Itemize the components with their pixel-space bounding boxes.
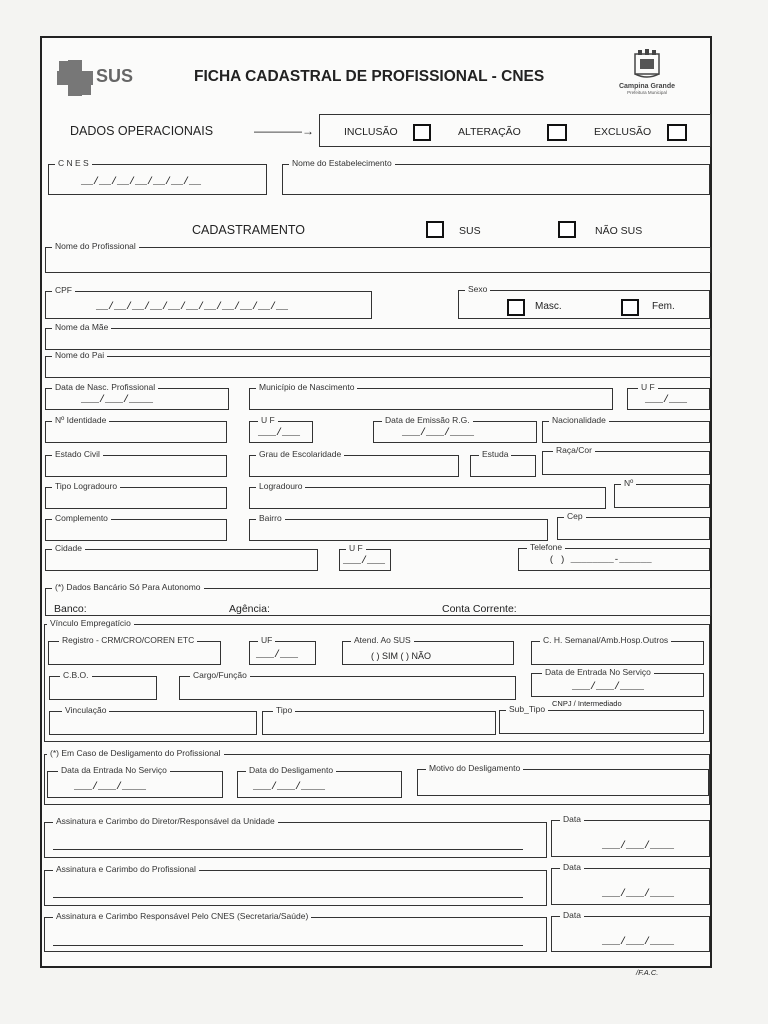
bank-data-field bbox=[45, 582, 711, 616]
city-field[interactable] bbox=[45, 543, 318, 571]
type-field[interactable] bbox=[262, 705, 496, 735]
cpf-field[interactable] bbox=[45, 285, 372, 319]
dismissal-entry-date-value: ___/___/____ bbox=[74, 782, 147, 793]
operational-title: DADOS OPERACIONAIS bbox=[70, 124, 214, 138]
id-number-label: Nº Identidade bbox=[52, 415, 109, 425]
birth-date-field[interactable] bbox=[45, 382, 229, 410]
cnes-label: C N E S bbox=[55, 158, 92, 168]
race-label: Raça/Cor bbox=[553, 445, 595, 455]
birth-city-label: Município de Nascimento bbox=[256, 382, 357, 392]
birth-date-label: Data de Nasc. Profissional bbox=[52, 382, 158, 392]
type-label: Tipo bbox=[273, 705, 295, 715]
id-uf-value: ___/___ bbox=[258, 428, 301, 439]
nationality-label: Nacionalidade bbox=[549, 415, 609, 425]
nao-sus-checkbox[interactable] bbox=[558, 221, 576, 238]
education-label: Grau de Escolaridade bbox=[256, 449, 344, 459]
professional-signature-line bbox=[53, 897, 523, 898]
sex-label: Sexo bbox=[465, 284, 490, 294]
sus-service-field[interactable] bbox=[342, 635, 514, 665]
phone-value: ( ) ________-______ bbox=[549, 555, 652, 565]
employment-uf-label: UF bbox=[258, 635, 275, 645]
cnes-responsible-signature-field[interactable] bbox=[44, 911, 547, 952]
account-label[interactable]: Conta Corrente: bbox=[442, 603, 517, 615]
director-date-label: Data bbox=[560, 814, 584, 824]
marital-status-field[interactable] bbox=[45, 449, 227, 477]
phone-label: Telefone bbox=[527, 542, 565, 552]
birth-uf-value: ___/___ bbox=[645, 395, 688, 406]
professional-signature-label: Assinatura e Carimbo do Profissional bbox=[53, 864, 199, 874]
city-label: Cidade bbox=[52, 543, 85, 553]
id-number-field[interactable] bbox=[45, 415, 227, 443]
form-code: /F.A.C. bbox=[636, 968, 659, 977]
crest-subtitle: Prefeitura Municipal bbox=[627, 90, 667, 95]
dismissal-entry-date-label: Data da Entrada No Serviço bbox=[58, 765, 170, 775]
crest-name: Campina Grande bbox=[618, 83, 675, 90]
alteration-label: ALTERAÇÃO bbox=[458, 126, 521, 138]
cep-field[interactable] bbox=[557, 511, 710, 540]
inclusion-checkbox[interactable] bbox=[413, 124, 431, 141]
page-title: FICHA CADASTRAL DE PROFISSIONAL - CNES bbox=[194, 68, 545, 85]
district-field[interactable] bbox=[249, 513, 548, 541]
complement-label: Complemento bbox=[52, 513, 111, 523]
cnes-value: __/__/__/__/__/__/__ bbox=[81, 177, 202, 188]
director-signature-field[interactable] bbox=[44, 816, 547, 858]
director-date-value: ___/___/____ bbox=[602, 841, 675, 852]
cnes-responsible-date-value: ___/___/____ bbox=[602, 937, 675, 948]
professional-name-field[interactable] bbox=[45, 241, 711, 273]
city-uf-field[interactable] bbox=[339, 543, 391, 571]
professional-date-value: ___/___/____ bbox=[602, 889, 675, 900]
birth-uf-field[interactable] bbox=[627, 382, 710, 410]
street-field[interactable] bbox=[249, 481, 606, 509]
rg-date-label: Data de Emissão R.G. bbox=[382, 415, 473, 425]
subtype-field[interactable] bbox=[499, 704, 704, 734]
weekly-hours-label: C. H. Semanal/Amb.Hosp.Outros bbox=[540, 635, 671, 645]
masc-checkbox[interactable] bbox=[507, 299, 525, 316]
registry-field[interactable] bbox=[48, 635, 221, 665]
entry-date-field[interactable] bbox=[531, 667, 704, 697]
professional-name-label: Nome do Profissional bbox=[52, 241, 139, 251]
weekly-hours-field[interactable] bbox=[531, 635, 704, 665]
race-field[interactable] bbox=[542, 445, 710, 475]
marital-status-label: Estado Civil bbox=[52, 449, 103, 459]
sus-service-options[interactable]: ( ) SIM ( ) NÃO bbox=[371, 651, 431, 661]
birth-city-field[interactable] bbox=[249, 382, 613, 410]
professional-date-field[interactable] bbox=[551, 862, 710, 905]
id-uf-field[interactable] bbox=[249, 415, 313, 443]
fem-label: Fem. bbox=[652, 301, 675, 312]
district-label: Bairro bbox=[256, 513, 285, 523]
rg-date-field[interactable] bbox=[373, 415, 537, 443]
inclusion-label: INCLUSÃO bbox=[344, 126, 398, 138]
sus-checkbox[interactable] bbox=[426, 221, 444, 238]
professional-signature-field[interactable] bbox=[44, 864, 547, 906]
cep-label: Cep bbox=[564, 511, 586, 521]
form-sheet bbox=[40, 36, 712, 968]
rg-date-value: ___/___/____ bbox=[402, 428, 475, 439]
bond-label: Vinculação bbox=[62, 705, 109, 715]
role-label: Cargo/Função bbox=[190, 670, 250, 680]
subtype-label: Sub_Tipo bbox=[506, 704, 548, 714]
professional-date-label: Data bbox=[560, 862, 584, 872]
education-field[interactable] bbox=[249, 449, 459, 477]
sus-service-label: Atend. Ao SUS bbox=[351, 635, 414, 645]
dismissal-reason-field[interactable] bbox=[417, 763, 709, 796]
exclusion-label: EXCLUSÃO bbox=[594, 126, 652, 138]
street-type-label: Tipo Logradouro bbox=[52, 481, 120, 491]
dismissal-date-value: ___/___/____ bbox=[253, 782, 326, 793]
nationality-field[interactable] bbox=[542, 415, 710, 443]
cnes-responsible-date-field[interactable] bbox=[551, 910, 710, 952]
entry-date-label: Data de Entrada No Serviço bbox=[542, 667, 654, 677]
cnes-responsible-date-label: Data bbox=[560, 910, 584, 920]
sus-label: SUS bbox=[459, 225, 481, 237]
registration-title: CADASTRAMENTO bbox=[192, 223, 305, 237]
cpf-value: __/__/__/__/__/__/__/__/__/__/__ bbox=[96, 302, 289, 313]
complement-field[interactable] bbox=[45, 513, 227, 541]
director-signature-line bbox=[53, 849, 523, 850]
operational-arrow: ————→ bbox=[254, 124, 314, 138]
cnes-responsible-signature-line bbox=[53, 945, 523, 946]
dismissal-reason-label: Motivo do Desligamento bbox=[426, 763, 523, 773]
establishment-label: Nome do Estabelecimento bbox=[289, 158, 395, 168]
crest-icon bbox=[632, 48, 662, 80]
exclusion-checkbox[interactable] bbox=[667, 124, 687, 141]
studying-field[interactable] bbox=[470, 449, 536, 477]
agency-label[interactable]: Agência: bbox=[229, 603, 270, 615]
registry-label: Registro - CRM/CRO/COREN ETC bbox=[59, 635, 197, 645]
birth-date-value: ___/___/____ bbox=[81, 395, 154, 406]
director-date-field[interactable] bbox=[551, 814, 710, 857]
dismissal-date-label: Data do Desligamento bbox=[246, 765, 336, 775]
dismissal-date-field[interactable] bbox=[237, 765, 402, 798]
city-uf-label: U F bbox=[346, 543, 366, 553]
entry-date-value: ___/___/____ bbox=[572, 682, 645, 693]
bond-field[interactable] bbox=[49, 705, 257, 735]
father-name-field[interactable] bbox=[45, 350, 711, 378]
birth-uf-label: U F bbox=[638, 382, 658, 392]
mother-name-field[interactable] bbox=[45, 322, 711, 350]
cnes-responsible-signature-label: Assinatura e Carimbo Responsável Pelo CNES (Secretaria/Saúde) bbox=[53, 911, 311, 921]
cbo-field[interactable] bbox=[49, 670, 157, 700]
sus-logo-text: SUS bbox=[96, 66, 134, 86]
sex-field bbox=[458, 284, 710, 319]
role-field[interactable] bbox=[179, 670, 516, 700]
employment-uf-value: ___/___ bbox=[256, 650, 299, 661]
cbo-label: C.B.O. bbox=[60, 670, 92, 680]
employment-uf-field[interactable] bbox=[249, 635, 316, 665]
masc-label: Masc. bbox=[535, 301, 562, 312]
director-signature-label: Assinatura e Carimbo do Diretor/Responsável da Unidade bbox=[53, 816, 278, 826]
sus-cross-icon bbox=[55, 58, 95, 98]
alteration-checkbox[interactable] bbox=[547, 124, 567, 141]
bank-label[interactable]: Banco: bbox=[54, 603, 87, 615]
dismissal-label: (*) Em Caso de Desligamento do Profissional bbox=[47, 748, 224, 758]
mother-name-label: Nome da Mãe bbox=[52, 322, 111, 332]
city-uf-value: ___/___ bbox=[343, 556, 386, 567]
cnpj-note: CNPJ / Intermediado bbox=[552, 699, 622, 708]
bank-data-label: (*) Dados Bancário Só Para Autonomo bbox=[52, 582, 204, 592]
father-name-label: Nome do Pai bbox=[52, 350, 107, 360]
nao-sus-label: NÃO SUS bbox=[595, 225, 643, 237]
number-field[interactable] bbox=[614, 478, 710, 508]
cpf-label: CPF bbox=[52, 285, 75, 295]
city-crest bbox=[612, 48, 682, 103]
cnes-field[interactable] bbox=[48, 158, 267, 195]
phone-field[interactable] bbox=[518, 542, 710, 571]
fem-checkbox[interactable] bbox=[621, 299, 639, 316]
sus-logo bbox=[55, 58, 145, 98]
studying-label: Estuda bbox=[479, 449, 511, 459]
establishment-field[interactable] bbox=[282, 158, 710, 195]
id-uf-label: U F bbox=[258, 415, 278, 425]
employment-label: Vínculo Empregatício bbox=[47, 618, 134, 628]
dismissal-entry-date-field[interactable] bbox=[47, 765, 223, 798]
street-type-field[interactable] bbox=[45, 481, 227, 509]
number-label: Nº bbox=[621, 478, 636, 488]
street-label: Logradouro bbox=[256, 481, 305, 491]
